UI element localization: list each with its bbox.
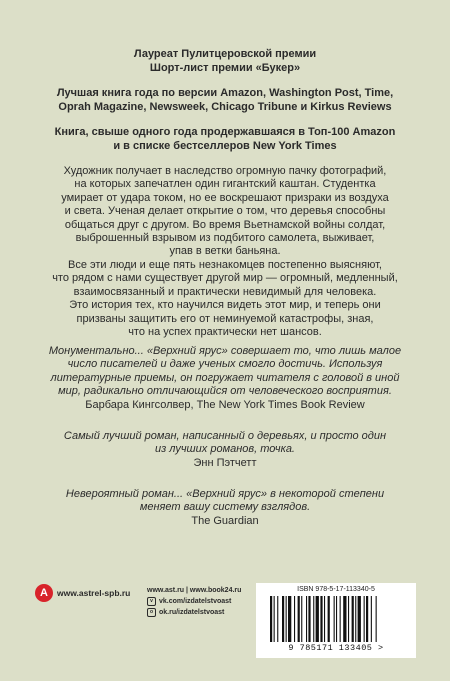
description-line: выброшенный взрывом из подбитого самолета, выживает, <box>75 232 375 245</box>
description-paragraph-1 <box>0 165 450 259</box>
description-line: что рядом с нами существует другой мир — огромный, медленный, <box>52 272 398 285</box>
quote-line: Монументально... «Верхний ярус» совершает то, что лишь малое <box>48 345 402 357</box>
quote-line: литературные приемы, он погружает читателя с головой в иной <box>50 371 400 384</box>
description-line: что на успех практически нет шансов. <box>128 326 322 339</box>
quote-line: Невероятный роман... «Верхний ярус» в некоторой степени <box>65 488 385 500</box>
description-paragraph-2 <box>0 259 450 339</box>
description-line: упав в ветки баньяна. <box>169 245 281 258</box>
description-line: взаимосвязанный и практически невидимый для человека. <box>73 285 377 298</box>
barcode-icon <box>270 596 404 642</box>
bestseller-line: Книга, свыше одного года продержавшаяся в Топ-100 Amazon <box>54 126 396 138</box>
bestbook-line: Лучшая книга года по версии Amazon, Washington Post, Time, <box>56 87 394 99</box>
award-line: Шорт-лист премии «Букер» <box>149 62 301 74</box>
bestbook-block <box>0 86 450 114</box>
ok-row <box>147 607 241 618</box>
description-line: общаться друг с другом. Во время Вьетнамской войны солдат, <box>64 218 386 231</box>
vk-link[interactable]: vk.com/izdatelstvoast <box>159 598 232 605</box>
publisher-links <box>147 585 241 618</box>
quote-guardian <box>0 488 450 528</box>
bestseller-line: и в списке бестселлеров New York Times <box>113 140 337 152</box>
quote-kingsolver <box>0 345 450 412</box>
description-line: умирает от удара током, но ее воскрешают призраки из воздуха <box>61 191 389 204</box>
description-line: Все эти люди и еще пять незнакомцев постепенно выясняют, <box>68 259 382 271</box>
publisher-site <box>35 584 130 602</box>
description-line: Это история тех, кто научился видеть этот мир, и теперь они <box>69 299 381 312</box>
astrel-site-link[interactable]: www.astrel-spb.ru <box>57 588 131 598</box>
isbn-text: ISBN 978-5-17-113340-5 <box>297 586 375 593</box>
description-line: Художник получает в наследство огромную пачку фотографий, <box>63 165 387 177</box>
award-line: Лауреат Пулитцеровской премии <box>133 48 317 60</box>
quote-line: мир, радикально отличающийся от человеческого восприятия. <box>58 385 392 398</box>
barcode-panel <box>256 583 416 658</box>
quote-line: меняет вашу систему взглядов. <box>139 501 311 514</box>
award-block <box>0 47 450 75</box>
quote-author: Барбара Кингсолвер, The New York Times Book Review <box>85 398 365 411</box>
vk-icon: v <box>147 597 156 606</box>
quote-line: Самый лучший роман, написанный о деревьях, и просто один <box>63 430 387 442</box>
publisher-logo: А <box>35 584 53 602</box>
description-line: на которых запечатлен один гигантский каштан. Студентка <box>74 178 376 191</box>
bestseller-block <box>0 125 450 153</box>
quote-line: из лучших романов, точка. <box>154 443 295 456</box>
sites-line[interactable]: www.ast.ru | www.book24.ru <box>147 587 242 594</box>
bestbook-line: Oprah Magazine, Newsweek, Chicago Tribune и Kirkus Reviews <box>58 101 392 113</box>
vk-row <box>147 596 241 607</box>
quote-author: The Guardian <box>191 514 259 527</box>
sites-row <box>147 585 241 596</box>
quote-patchett <box>0 430 450 470</box>
barcode-digits: 9 785171 133405 > <box>288 643 384 653</box>
quote-line: число писателей и даже ученых смогло достичь. Используя <box>67 358 383 371</box>
ok-link[interactable]: ok.ru/izdatelstvoast <box>159 609 225 616</box>
ok-icon: o <box>147 608 156 617</box>
description-line: и света. Ученая делает открытие о том, что деревья способны <box>64 205 386 218</box>
description-line: призваны защитить его от неминуемой катастрофы, зная, <box>76 312 374 325</box>
quote-author: Энн Пэтчетт <box>193 456 257 469</box>
